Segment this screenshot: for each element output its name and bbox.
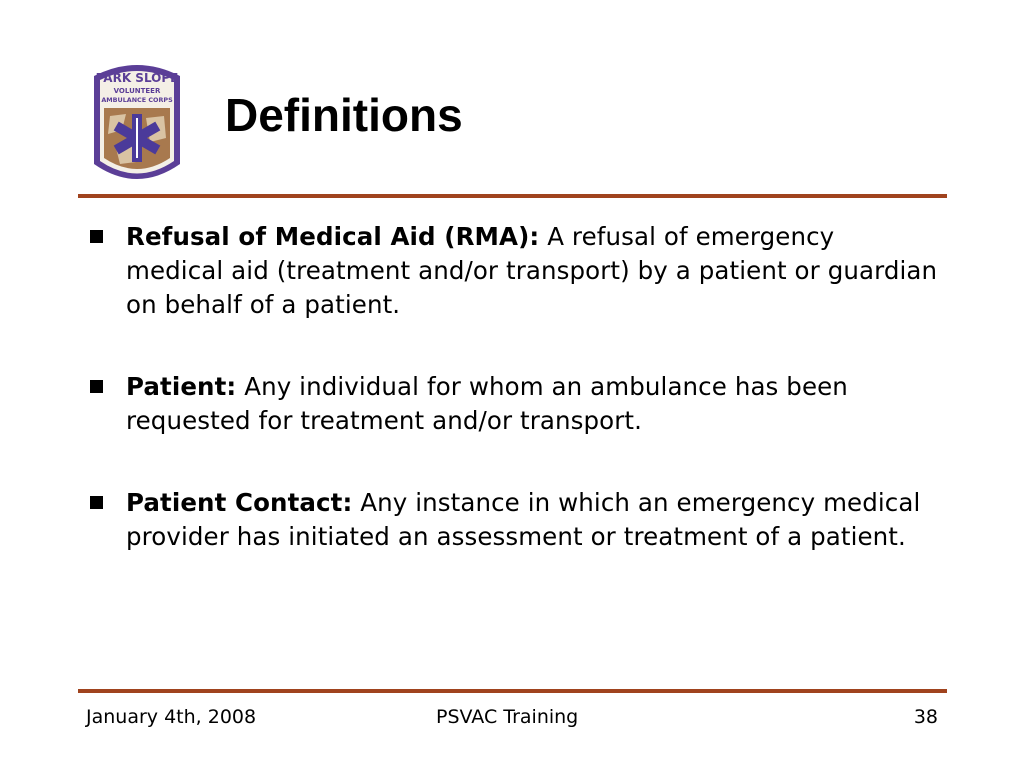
- definition-term: Patient:: [126, 372, 237, 401]
- list-item: [88, 220, 938, 322]
- logo-line2: VOLUNTEER: [113, 87, 161, 95]
- definitions-list: [88, 220, 938, 554]
- park-slope-logo: [86, 58, 188, 190]
- list-item: [88, 486, 938, 554]
- logo-line3: AMBULANCE CORPS: [101, 96, 173, 104]
- definition-text: A refusal of emergency medical aid (treatment and/or transport) by a patient or guardian on behalf of a patient.: [126, 222, 938, 319]
- footer-divider: [78, 689, 947, 693]
- square-bullet-icon: [90, 230, 103, 243]
- title-divider: [78, 194, 947, 198]
- footer-title: PSVAC Training: [436, 706, 579, 728]
- list-item: [88, 370, 938, 438]
- definition-text: Any individual for whom an ambulance has been requested for treatment and/or transport.: [126, 372, 848, 435]
- slide-title: Definitions: [225, 89, 463, 141]
- square-bullet-icon: [90, 496, 103, 509]
- definition-term: Refusal of Medical Aid (RMA):: [126, 222, 540, 251]
- definition-text: Any instance in which an emergency medical provider has initiated an assessment or treatment of a patient.: [126, 488, 921, 551]
- square-bullet-icon: [90, 380, 103, 393]
- logo-line1: PARK SLOPE: [95, 71, 179, 85]
- definition-term: Patient Contact:: [126, 488, 353, 517]
- footer-date: January 4th, 2008: [86, 706, 257, 728]
- page-number: 38: [913, 706, 938, 728]
